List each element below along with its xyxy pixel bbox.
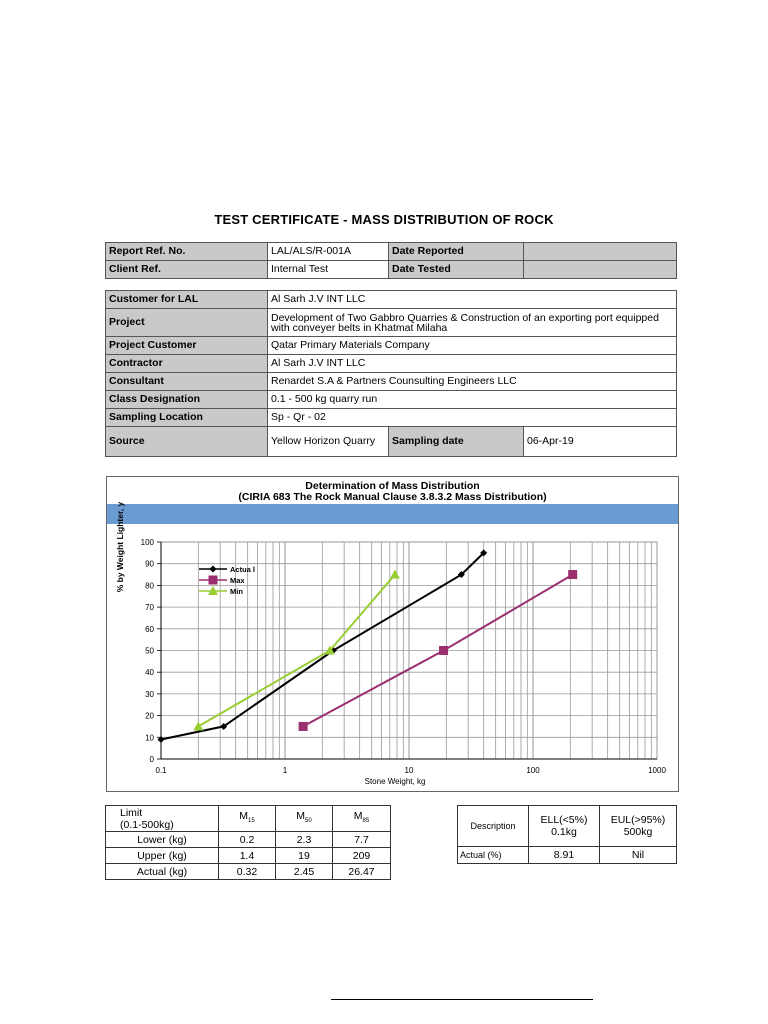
y-tick-label: 50 [145,646,154,656]
limits-table [105,805,391,880]
limit-header [106,806,219,832]
ell-value: 8.91 [529,847,600,864]
report-ref-value: LAL/ALS/R-001A [268,243,389,261]
y-tick-label: 30 [145,689,154,699]
project-value: Development of Two Gabbro Quarries & Construction of an exporting port equipped with conveyer belts in Khatmat Milaha [268,309,677,337]
ell-header [529,806,600,847]
date-tested-value [524,261,677,279]
page-title: TEST CERTIFICATE - MASS DISTRIBUTION OF ROCK [214,212,554,227]
row-m85: 7.7 [333,832,391,848]
row-m85: 209 [333,848,391,864]
details-table [105,290,677,457]
eul-value: Nil [600,847,677,864]
legend-label: Min [230,587,243,596]
contractor-value: Al Sarh J.V INT LLC [268,355,677,373]
chart-svg [107,477,678,791]
m85-header-sub: 85 [362,818,370,825]
y-tick-label: 20 [145,711,154,721]
source-value: Yellow Horizon Quarry [268,427,389,457]
y-tick-label: 100 [140,538,154,547]
ell-header-title: ELL(<5%) [540,814,588,826]
source-label: Source [106,427,268,457]
x-tick-label: 1000 [648,766,666,775]
y-tick-label: 0 [149,755,154,764]
x-tick-label: 0.1 [155,766,167,775]
table-row [106,848,391,864]
x-tick-label: 100 [526,766,540,775]
x-tick-label: 10 [404,766,414,775]
row-m50: 2.45 [276,864,333,880]
actual-percent-label: Actual (%) [458,847,529,864]
class-designation-value: 0.1 - 500 kg quarry run [268,391,677,409]
date-reported-value [524,243,677,261]
report-ref-table [105,242,677,279]
x-tick-label: 1 [282,766,288,775]
row-m50: 19 [276,848,333,864]
data-point-square [299,722,307,730]
m50-header-text: M [296,809,306,822]
m85-header [333,806,391,832]
sampling-location-value: Sp - Qr - 02 [268,409,677,427]
m15-header-text: M [239,809,249,822]
row-m50: 2.3 [276,832,333,848]
date-tested-label: Date Tested [389,261,524,279]
data-point-square [569,571,577,579]
y-tick-label: 40 [145,668,154,678]
description-header: Description [458,806,529,847]
m15-header [219,806,276,832]
client-ref-label: Client Ref. [106,261,268,279]
data-point-square [209,576,217,584]
report-ref-label: Report Ref. No. [106,243,268,261]
limit-header-title: Limit [120,806,143,819]
y-tick-label: 80 [145,581,154,591]
sampling-date-value: 06-Apr-19 [524,427,677,457]
consultant-value: Renardet S.A & Partners Counsulting Engineers LLC [268,373,677,391]
y-tick-label: 70 [145,603,154,613]
row-m85: 26.47 [333,864,391,880]
table-row [106,864,391,880]
date-reported-label: Date Reported [389,243,524,261]
m50-header-sub: 50 [305,818,312,825]
row-m15: 1.4 [219,848,276,864]
customer-label: Customer for LAL [106,291,268,309]
data-point-square [440,647,448,655]
y-axis-label: % by Weight Lighter, y [115,501,125,593]
row-m15: 0.32 [219,864,276,880]
project-customer-value: Qatar Primary Materials Company [268,337,677,355]
eul-header-title: EUL(>95%) [610,814,666,826]
x-axis-label: Stone Weight, kg [364,777,426,786]
table-row [106,832,391,848]
chart-subtitle: (CIRIA 683 The Rock Manual Clause 3.8.3.2 Mass Distribution) [238,491,547,503]
y-tick-label: 10 [145,733,154,743]
limit-header-range: (0.1-500kg) [120,818,174,831]
y-tick-label: 90 [145,559,154,569]
row-m15: 0.2 [219,832,276,848]
row-label: Actual (kg) [106,864,219,880]
ell-header-sub: 0.1kg [551,826,577,838]
eul-header-sub: 500kg [623,826,653,838]
row-label: Upper (kg) [106,848,219,864]
m50-header [276,806,333,832]
chart-title: Determination of Mass Distribution [305,480,480,492]
legend-label: Max [230,576,245,585]
contractor-label: Contractor [106,355,268,373]
sampling-date-label: Sampling date [389,427,524,457]
consultant-label: Consultant [106,373,268,391]
m15-header-sub: 15 [248,818,255,825]
chart-grid [161,542,657,759]
project-label: Project [106,309,268,337]
m85-header-text: M [353,809,363,822]
class-designation-label: Class Designation [106,391,268,409]
ell-eul-table [457,805,677,864]
mass-distribution-chart [106,476,679,792]
customer-value: Al Sarh J.V INT LLC [268,291,677,309]
sampling-location-label: Sampling Location [106,409,268,427]
project-customer-label: Project Customer [106,337,268,355]
client-ref-value: Internal Test [268,261,389,279]
signature-line [331,999,593,1000]
y-tick-label: 60 [145,624,154,634]
row-label: Lower (kg) [106,832,219,848]
legend-label: Actua l [230,565,256,574]
table-row [458,847,677,864]
eul-header [600,806,677,847]
